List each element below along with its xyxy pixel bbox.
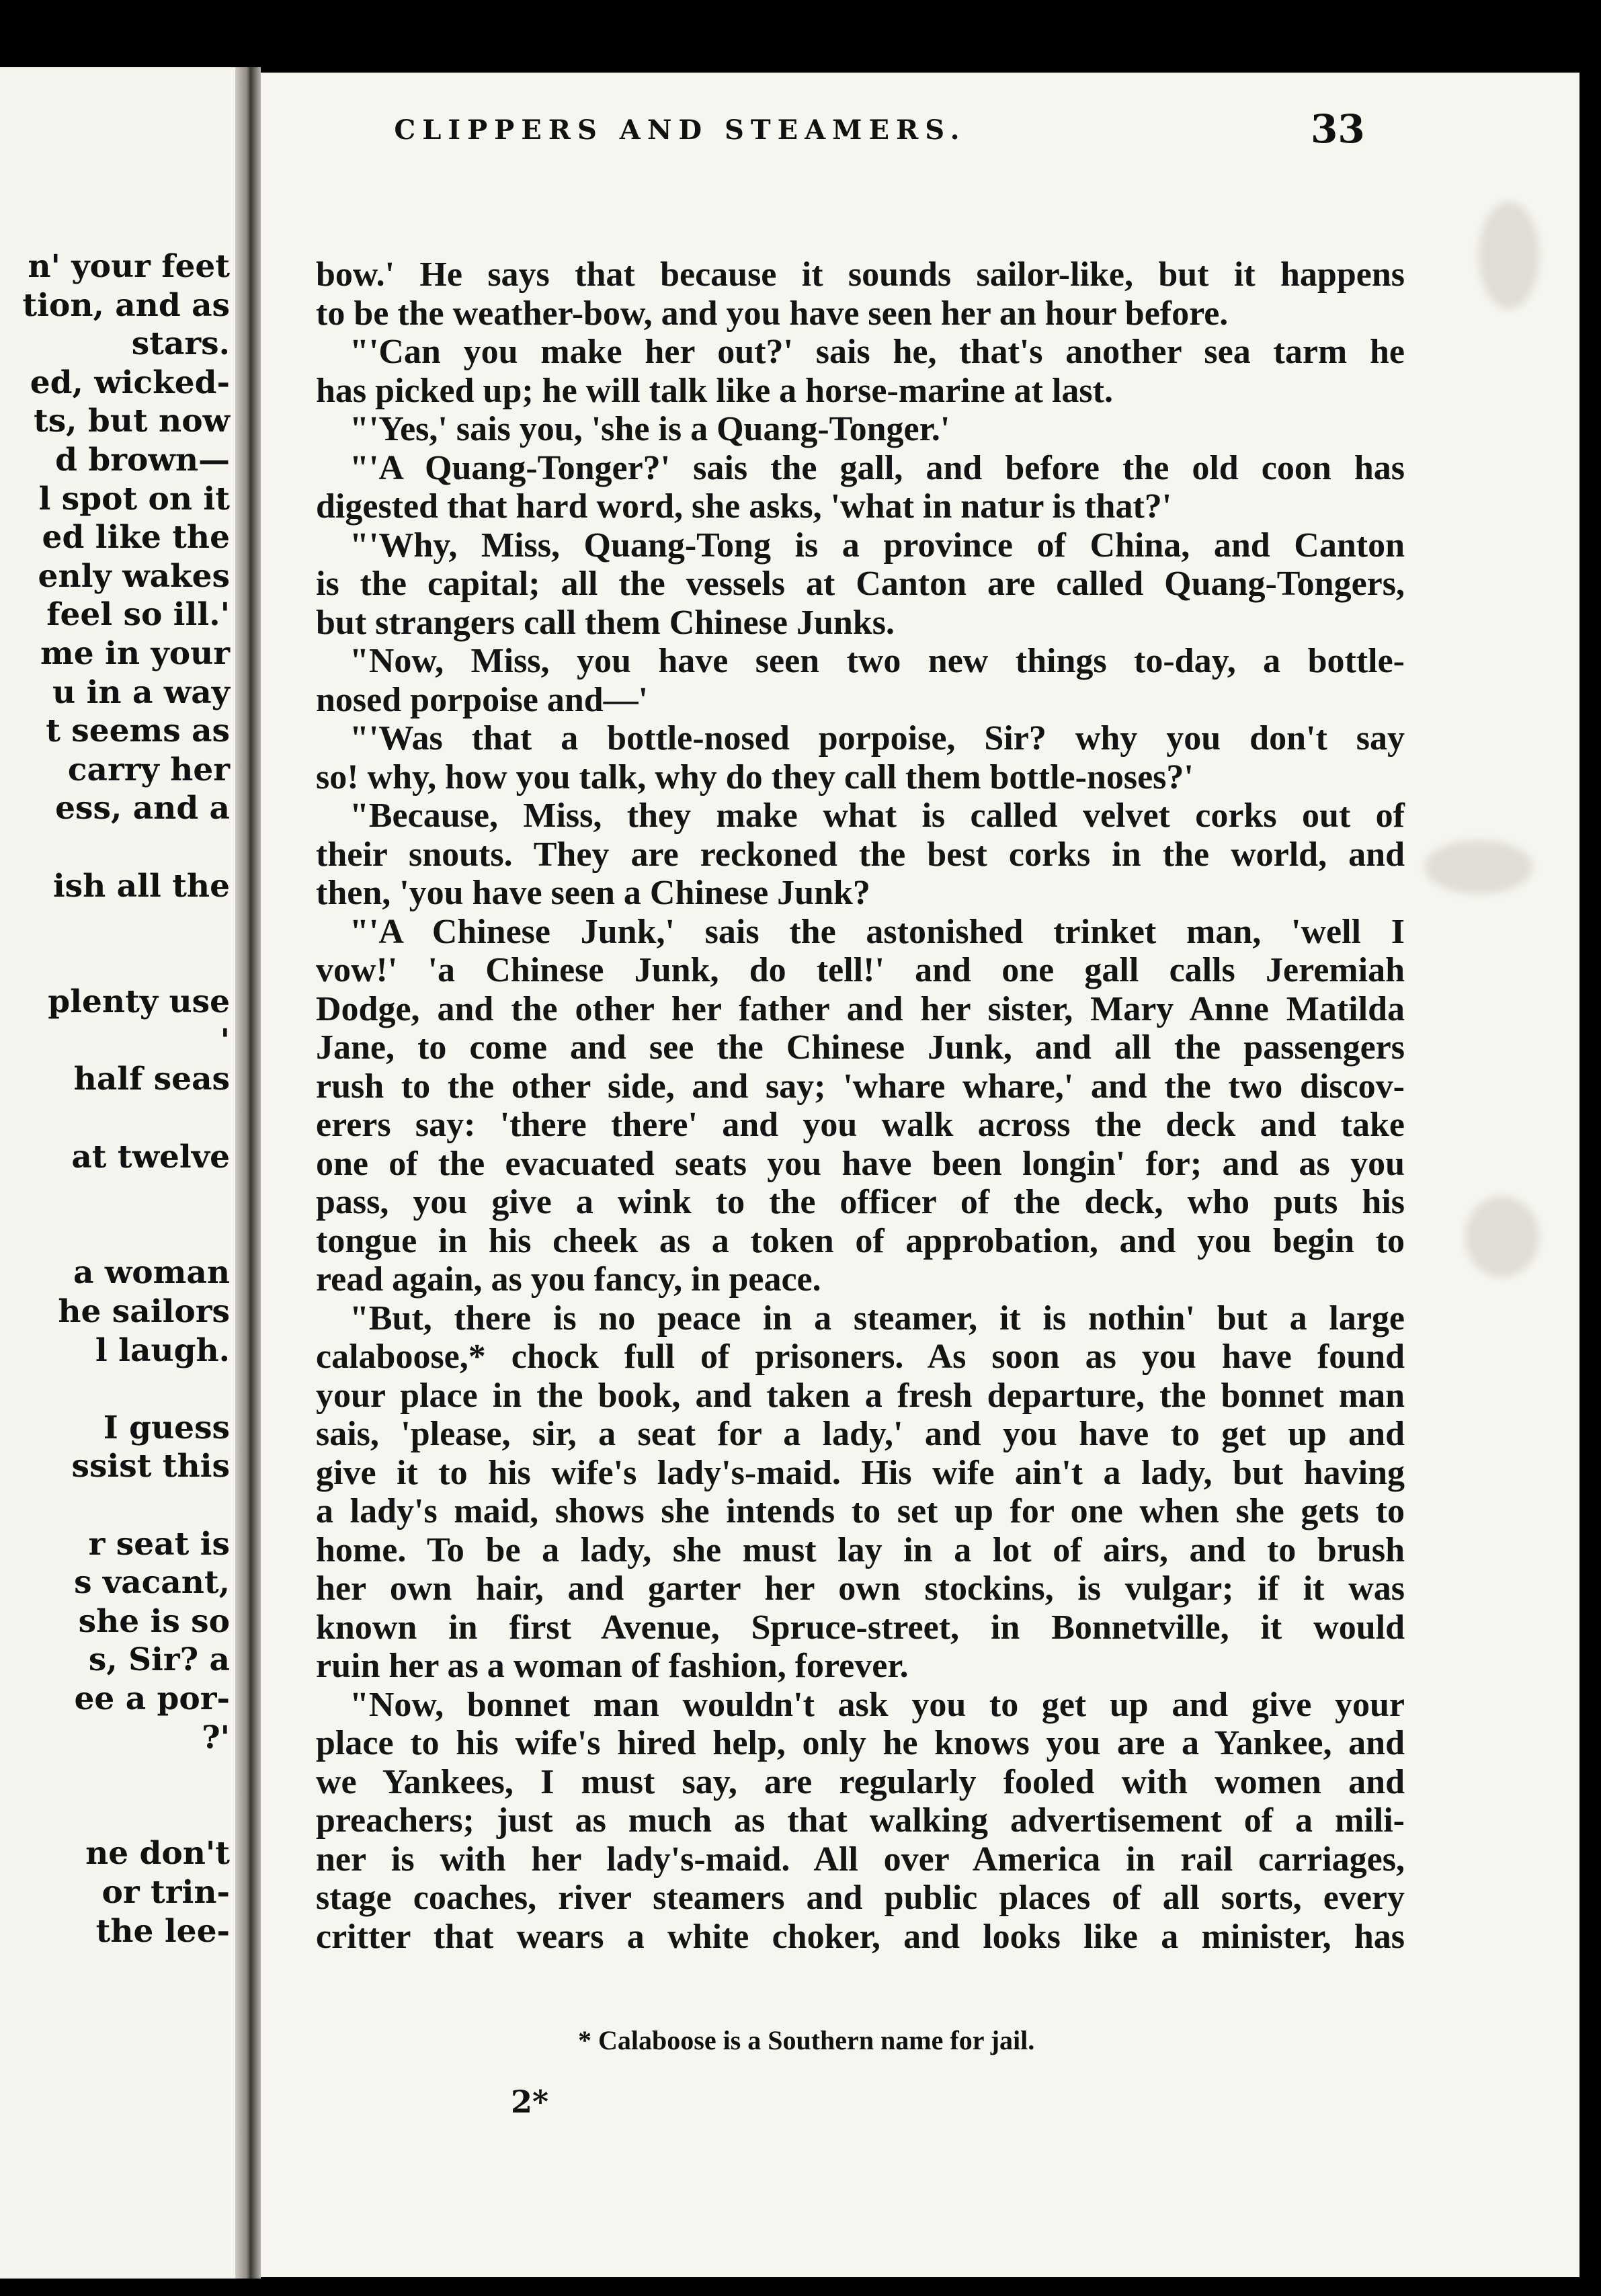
facing-page-line [22,1370,230,1409]
text-line: "'Yes,' sais you, 'she is a Quang-Tonger.' [350,410,950,448]
text-line: pass, you give a wink to the officer of the deck, who puts his [316,1183,1405,1221]
text-line: to be the weather-bow, and you have seen her an hour before. [316,294,1229,333]
text-line: Jane, to come and see the Chinese Junk, and all the passengers [316,1028,1405,1067]
text-line: preachers; just as much as that walking advertisement of a mili- [316,1801,1405,1840]
facing-page-line [22,1215,230,1254]
text-line: read again, as you fancy, in peace. [316,1260,821,1299]
text-line: her own hair, and garter her own stockins, is vulgar; if it was [316,1569,1405,1608]
text-line: ner is with her lady's-maid. All over America in rail carriages, [316,1840,1405,1879]
facing-page-line: r seat is [88,1525,230,1563]
text-line: vow!' 'a Chinese Junk, do tell!' and one gall calls Jeremiah [316,951,1405,989]
facing-page-line [22,1099,230,1138]
body-text [316,255,1405,1956]
facing-page-line: ish all the [52,867,230,905]
facing-page-line: she is so [78,1602,230,1640]
text-line: "'A Quang-Tonger?' sais the gall, and before the old coon has [350,448,1405,487]
text-line: "'A Chinese Junk,' sais the astonished trinket man, 'well I [350,912,1405,951]
text-line: "Now, bonnet man wouldn't ask you to get up and give your [350,1685,1405,1724]
text-line: erers say: 'there there' and you walk across the deck and take [316,1106,1405,1144]
footnote: * Calaboose is a Southern name for jail. [578,2025,1035,2055]
running-head: CLIPPERS AND STEAMERS. [394,114,967,146]
text-line: we Yankees, I must say, are regularly fooled with women and [316,1762,1405,1801]
facing-page-line: at twelve [71,1138,230,1176]
facing-page-line: ssist this [71,1448,230,1485]
facing-page-line: d brown— [55,441,230,479]
text-line: bow.' He says that because it sounds sailor-like, but it happens [316,255,1405,294]
facing-page-line: l laugh. [95,1331,230,1369]
facing-page-line: ee a por- [74,1680,230,1717]
facing-page-line [22,1757,230,1796]
text-line: "But, there is no peace in a steamer, it is nothin' but a large [350,1299,1405,1338]
facing-page-line: s, Sir? a [88,1641,230,1679]
text-line: but strangers call them Chinese Junks. [316,603,895,642]
scan-border-right [1579,0,1601,2296]
facing-page-left [0,67,235,2279]
text-line: critter that wears a white choker, and looks like a minister, has [316,1917,1405,1956]
text-line: sais, 'please, sir, a seat for a lady,' and you have to get up and [316,1415,1405,1453]
show-through-smudge [1479,202,1539,309]
facing-page-line: plenty use [48,983,230,1021]
facing-page-line: s vacant, [74,1564,230,1602]
show-through-smudge [1465,1196,1539,1277]
text-line: "Because, Miss, they make what is called velvet corks out of [350,796,1405,835]
facing-page-line: ' [220,1022,230,1059]
facing-page-line: half seas [73,1061,230,1098]
facing-page-line [22,1486,230,1525]
text-line: one of the evacuated seats you have been longin' for; and as you [316,1144,1405,1183]
facing-page-line [22,1176,230,1215]
facing-page-line [22,944,230,983]
page-number: 33 [1311,106,1365,152]
text-line: give it to his wife's lady's-maid. His wife ain't a lady, but having [316,1453,1405,1492]
facing-page-line: me in your [40,634,230,672]
facing-page-line: or trin- [101,1873,230,1911]
text-line: rush to the other side, and say; 'whare whare,' and the two discov- [316,1067,1405,1106]
facing-page-line: ?' [202,1719,230,1756]
text-line: tongue in his cheek as a token of approbation, and you begin to [316,1221,1405,1260]
facing-page-line: carry her [67,751,230,788]
facing-page-line: ed, wicked- [30,364,230,401]
facing-page-text-fragments [22,247,230,1951]
text-line: so! why, how you talk, why do they call them bottle-noses?' [316,757,1194,796]
text-line: your place in the book, and taken a fresh departure, the bonnet man [316,1376,1405,1415]
facing-page-line: u in a way [52,673,230,711]
text-line: "'Was that a bottle-nosed porpoise, Sir? why you don't say [350,719,1405,757]
facing-page-line: feel so ill.' [46,596,230,634]
text-line: home. To be a lady, she must lay in a lot of airs, and to brush [316,1530,1405,1569]
text-line: digested that hard word, she asks, 'what in natur is that?' [316,487,1172,526]
facing-page-line: l spot on it [38,480,230,518]
facing-page-line: t seems as [46,712,230,750]
text-line: "'Why, Miss, Quang-Tong is a province of China, and Canton [350,526,1405,565]
text-line: then, 'you have seen a Chinese Junk? [316,874,870,912]
facing-page-line: ne don't [85,1835,230,1873]
text-line: "Now, Miss, you have seen two new things to-day, a bottle- [350,642,1405,680]
text-line: calaboose,* chock full of prisoners. As soon as you have found [316,1338,1405,1376]
text-line: "'Can you make her out?' sais he, that's another sea tarm he [350,333,1405,371]
facing-page-line: enly wakes [38,557,230,595]
show-through-smudge [1425,840,1532,894]
text-line: ruin her as a woman of fashion, forever. [316,1647,909,1685]
text-line: has picked up; he will talk like a horse-marine at last. [316,371,1113,410]
facing-page-line: I guess [103,1409,230,1446]
facing-page-line [22,1796,230,1835]
facing-page-line [22,905,230,944]
text-line: stage coaches, river steamers and public places of all sorts, every [316,1879,1405,1917]
facing-page-line: a woman [73,1254,230,1292]
text-line: is the capital; all the vessels at Canton are called Quang-Tongers, [316,565,1405,603]
facing-page-line: he sailors [58,1293,230,1331]
facing-page-line: ed like the [42,519,230,557]
facing-page-line: ts, but now [34,403,230,440]
facing-page-line: n' your feet [28,248,230,285]
text-line: known in first Avenue, Spruce-street, in Bonnetville, it would [316,1608,1405,1647]
text-line: nosed porpoise and—' [316,680,649,719]
text-line: a lady's maid, shows she intends to set up for one when she gets to [316,1492,1405,1530]
text-line: place to his wife's hired help, only he knows you are a Yankee, and [316,1724,1405,1762]
facing-page-line: tion, and as [22,286,230,324]
facing-page-line: stars. [131,325,230,363]
book-gutter [235,67,261,2279]
text-line: Dodge, and the other her father and her sister, Mary Anne Matilda [316,989,1405,1028]
facing-page-line: the lee- [95,1912,230,1950]
facing-page-line [22,828,230,867]
text-line: their snouts. They are reckoned the best corks in the world, and [316,835,1405,874]
signature-mark: 2* [511,2084,549,2120]
facing-page-line: ess, and a [55,790,230,827]
